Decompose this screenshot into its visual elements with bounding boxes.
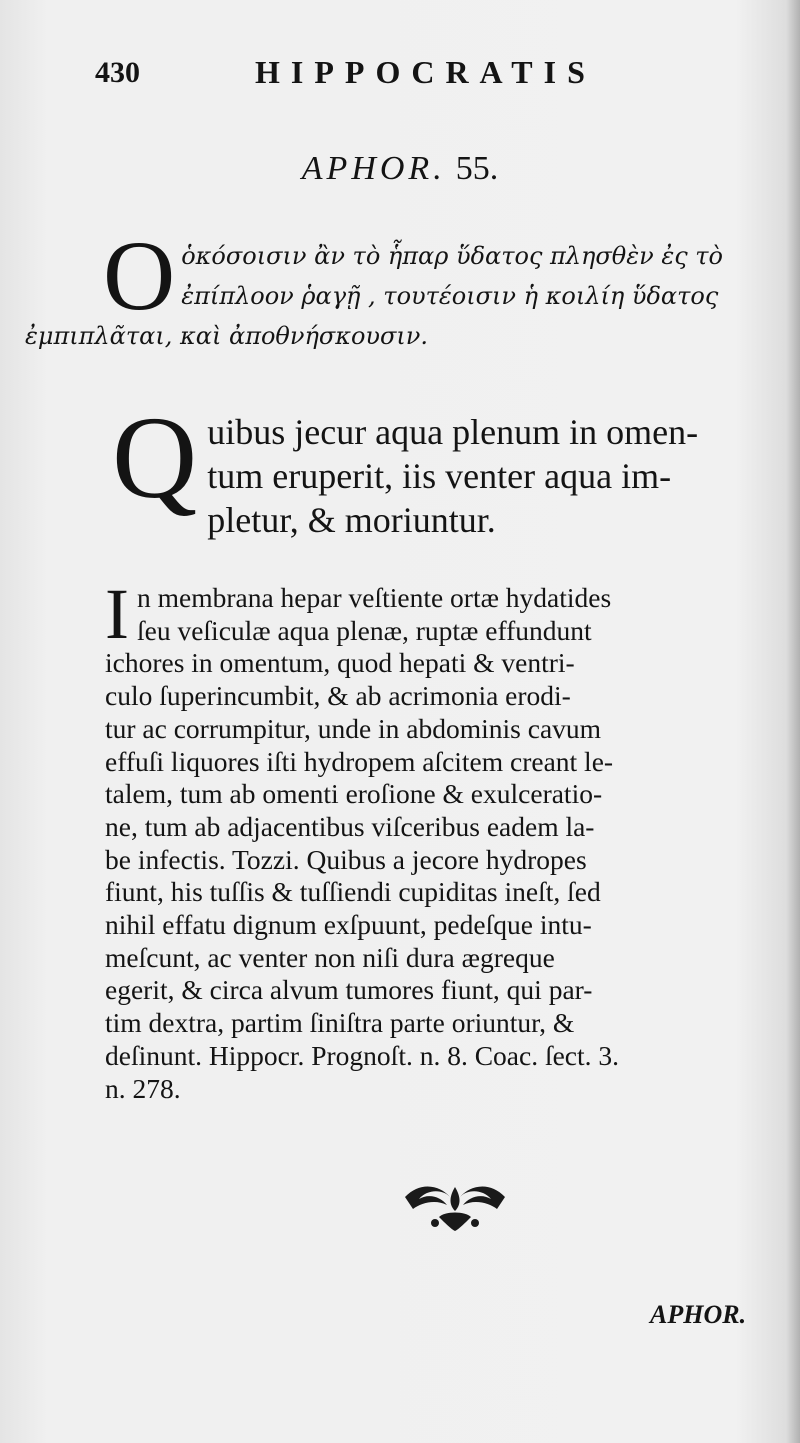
aphorism-heading	[0, 150, 800, 188]
page-edge-shadow	[786, 0, 800, 1443]
commentary-line: n. 278.	[105, 1072, 181, 1104]
latin-drop-cap: Q	[112, 392, 198, 523]
commentary-line: effuſi liquores iſti hydropem aſcitem creant le-	[105, 745, 614, 777]
page-header	[95, 52, 660, 96]
aphorism-label: APHOR.	[301, 150, 446, 187]
commentary-line: tur ac corrumpitur, unde in abdominis cavum	[105, 712, 602, 744]
commentary-line: deſinunt. Hippocr. Prognoſt. n. 8. Coac. ſect. 3.	[105, 1039, 620, 1071]
latin-line: uibus jecur aqua plenum in omen-	[207, 412, 699, 452]
greek-line: ἐμπιπλᾶται, καὶ ἀποθνήσκουσιν.	[25, 322, 429, 350]
commentary-line: nihil effatu dignum exſpuunt, pedeſque intu-	[105, 909, 592, 941]
commentary-line: n membrana hepar veſtiente ortæ hydatides	[136, 582, 612, 613]
latin-text-block	[112, 392, 772, 542]
commentary-line: ichores in omentum, quod hepati & ventri-	[105, 647, 575, 679]
commentary-line: ſeu veſiculæ aqua plenæ, ruptæ effundunt	[136, 614, 592, 646]
printers-ornament-icon	[395, 1175, 515, 1235]
commentary-block	[105, 574, 775, 1105]
commentary-drop-cap: I	[105, 574, 129, 654]
greek-line: ἐπίπλοον ῥαγῇ , τουτέοισιν ἡ κοιλίη ὕδατος	[181, 282, 719, 310]
aphorism-number: 55.	[455, 150, 499, 187]
commentary-line: culo ſuperincumbit, & ab acrimonia erodi-	[105, 680, 571, 712]
commentary-line: meſcunt, ac venter non niſi dura ægreque	[105, 941, 555, 973]
commentary-line: talem, tum ab omenti eroſione & exulceratio-	[105, 778, 603, 810]
commentary-line: egerit, & circa alvum tumores fiunt, qui par-	[105, 974, 593, 1006]
greek-line: ὁκόσοισιν ἂν τὸ ἧπαρ ὕδατος πλησθὲν ἐς τὸ	[181, 242, 723, 270]
running-title: HIPPOCRATIS	[255, 54, 596, 90]
greek-drop-cap: Ο	[103, 220, 176, 331]
catchword: APHOR.	[650, 1300, 747, 1329]
commentary-line: ne, tum ab adjacentibus viſceribus eadem la-	[105, 810, 595, 842]
page-number: 430	[95, 56, 140, 89]
commentary-line: tim dextra, partim ſiniſtra parte oriuntur, &	[105, 1007, 575, 1039]
latin-line: pletur, & moriuntur.	[207, 500, 496, 540]
commentary-line: fiunt, his tuſſis & tuſſiendi cupiditas ineſt, ſed	[105, 876, 601, 908]
commentary-line: be infectis. Tozzi. Quibus a jecore hydropes	[105, 843, 587, 875]
greek-text-block	[25, 220, 770, 356]
latin-line: tum eruperit, iis venter aqua im-	[207, 456, 672, 496]
